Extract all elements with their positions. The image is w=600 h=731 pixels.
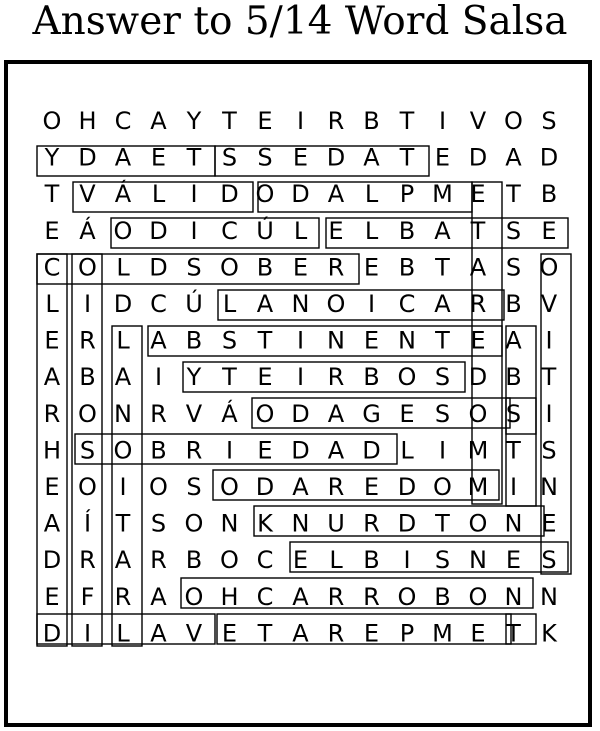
grid-letter: D [397, 509, 417, 538]
grid-letter: L [364, 216, 379, 245]
grid-letter: D [291, 180, 310, 209]
grid-letter: E [541, 509, 557, 538]
grid-letter: D [78, 143, 97, 172]
grid-letter: R [327, 473, 345, 501]
grid-letter: B [505, 363, 522, 392]
grid-letter: R [43, 399, 61, 428]
grid-letter: R [363, 582, 380, 611]
grid-letter: A [114, 546, 132, 575]
grid-letter: R [327, 363, 345, 392]
grid-letter: S [505, 253, 522, 282]
grid-letter: R [114, 582, 132, 611]
grid-letter: T [435, 326, 450, 355]
grid-letter: Y [44, 143, 60, 172]
grid-letter: T [506, 180, 521, 209]
grid-letter: T [399, 107, 415, 135]
grid-letter: L [329, 546, 343, 575]
grid-letter: A [327, 180, 345, 209]
grid-letter: O [397, 582, 417, 611]
grid-letter: L [45, 290, 59, 318]
grid-letter: B [505, 290, 522, 318]
grid-letter: P [399, 619, 415, 648]
grid-letter: D [149, 253, 168, 282]
grid-letter: R [327, 107, 345, 135]
grid-letter: G [362, 399, 381, 428]
grid-letter: O [149, 473, 168, 501]
grid-letter: E [221, 619, 238, 648]
grid-letter: T [222, 107, 237, 135]
grid-letter: I [190, 216, 198, 245]
grid-letter: E [257, 363, 273, 392]
grid-letter: T [399, 143, 415, 172]
grid-letter: A [292, 619, 309, 648]
grid-letter: O [255, 180, 275, 209]
grid-letter: I [509, 473, 518, 501]
grid-letter: E [363, 326, 380, 355]
found-word-outline [215, 143, 429, 176]
grid-letter: D [291, 399, 310, 428]
grid-letter: T [257, 326, 273, 355]
grid-letter: R [185, 436, 203, 465]
grid-letter: P [399, 180, 415, 209]
grid-letter: A [150, 619, 167, 648]
grid-letter: O [113, 436, 133, 465]
grid-letter: I [225, 436, 234, 465]
grid-letter: V [469, 107, 487, 135]
grid-letter: A [114, 363, 132, 392]
grid-letter: A [327, 399, 345, 428]
grid-letter: D [291, 436, 310, 465]
grid-letter: B [363, 546, 380, 575]
grid-letter: D [326, 143, 346, 172]
grid-letter: A [434, 290, 451, 318]
grid-letter: E [44, 216, 60, 245]
grid-letter: Á [221, 399, 238, 428]
grid-letter: E [292, 143, 309, 172]
grid-letter: Á [79, 216, 96, 245]
grid-letter: A [114, 143, 132, 172]
grid-letter: Ú [185, 290, 203, 318]
grid-letter: T [257, 619, 273, 648]
grid-letter: I [545, 326, 553, 355]
grid-letter: L [364, 180, 379, 209]
grid-letter: D [362, 436, 381, 465]
grid-letter: S [186, 253, 202, 282]
grid-letter: A [434, 216, 451, 245]
grid-letter: O [184, 582, 204, 611]
grid-letter: C [256, 582, 274, 611]
grid-letter: E [328, 216, 344, 245]
grid-letter: O [255, 399, 275, 428]
grid-letter: L [151, 180, 166, 209]
grid-letter: O [539, 253, 559, 282]
grid-letter: E [470, 619, 486, 648]
grid-letter: Ú [256, 216, 274, 245]
grid-letter: I [438, 436, 447, 465]
grid-letter: C [256, 546, 274, 575]
grid-letter: E [257, 107, 273, 135]
grid-letter: D [220, 180, 239, 209]
grid-letter: S [541, 107, 557, 135]
grid-letter: E [292, 546, 309, 575]
grid-letter: I [296, 107, 305, 135]
grid-letter: S [221, 326, 238, 355]
grid-letter: D [255, 473, 275, 501]
grid-letter: A [505, 143, 522, 172]
grid-letter: D [42, 619, 62, 648]
grid-letter: T [470, 216, 486, 245]
grid-letter: S [150, 509, 167, 538]
grid-letter: B [398, 253, 416, 282]
grid-letter: O [220, 253, 239, 282]
grid-letter: L [293, 216, 308, 245]
grid-letter: T [435, 509, 450, 538]
grid-letter: S [434, 363, 451, 392]
grid-letter: B [185, 326, 203, 355]
grid-letter: O [468, 399, 488, 428]
grid-letter: S [541, 436, 557, 465]
grid-letter: I [83, 290, 92, 318]
grid-letter: E [44, 582, 60, 611]
grid-letter: D [539, 143, 559, 172]
grid-letter: E [470, 180, 486, 209]
grid-letter: V [79, 180, 96, 209]
grid-letter: I [190, 180, 198, 209]
grid-letter: H [220, 582, 239, 611]
grid-letter: O [42, 107, 62, 135]
grid-letter: R [469, 290, 487, 318]
letter-grid [8, 64, 588, 723]
grid-letter: E [44, 326, 60, 355]
grid-letter: E [470, 326, 486, 355]
grid-letter: R [150, 399, 167, 428]
grid-letter: I [403, 546, 411, 575]
grid-letter: B [398, 216, 416, 245]
grid-letter: S [257, 143, 273, 172]
grid-letter: R [79, 546, 96, 575]
grid-letter: D [468, 143, 488, 172]
grid-letter: A [150, 582, 167, 611]
grid-letter: N [398, 326, 416, 355]
grid-letter: R [150, 546, 167, 575]
grid-letter: N [469, 546, 487, 575]
grid-letter: R [327, 582, 345, 611]
grid-letter: I [438, 107, 447, 135]
grid-letter: B [150, 436, 167, 465]
grid-letter: A [150, 107, 167, 135]
grid-letter: O [433, 473, 452, 501]
grid-letter: V [185, 399, 203, 428]
grid-letter: E [150, 143, 167, 172]
grid-letter: M [467, 436, 489, 465]
grid-letter: O [504, 107, 523, 135]
grid-letter: O [78, 399, 97, 428]
grid-letter: S [79, 436, 96, 465]
grid-letter: I [296, 363, 305, 392]
grid-letter: H [42, 436, 62, 465]
found-word-outline [111, 218, 319, 248]
grid-letter: T [435, 253, 450, 282]
grid-letter: B [434, 582, 451, 611]
grid-letter: C [114, 107, 132, 135]
grid-letter: O [78, 253, 97, 282]
word-search-board [4, 60, 592, 727]
grid-letter: R [327, 619, 345, 648]
grid-letter: D [113, 290, 133, 318]
grid-letter: S [221, 143, 238, 172]
grid-letter: L [116, 253, 130, 282]
grid-letter: E [434, 143, 451, 172]
grid-letter: M [467, 473, 489, 501]
grid-letter: A [256, 290, 274, 318]
grid-letter: D [42, 546, 62, 575]
grid-letter: Á [114, 180, 132, 209]
grid-letter: C [150, 290, 167, 318]
grid-letter: N [327, 326, 345, 355]
grid-letter: E [541, 216, 557, 245]
grid-letter: E [363, 253, 380, 282]
grid-letter: O [397, 363, 417, 392]
grid-letter: L [116, 619, 130, 648]
grid-letter: E [292, 253, 309, 282]
grid-letter: T [541, 363, 557, 392]
grid-letter: R [79, 326, 96, 355]
grid-letter: C [398, 290, 416, 318]
grid-letter: I [119, 473, 127, 501]
grid-letter: L [116, 326, 130, 355]
grid-letter: O [220, 473, 239, 501]
grid-letter: O [78, 473, 97, 501]
grid-letter: K [541, 619, 557, 648]
grid-letter: F [80, 582, 95, 611]
grid-letter: L [400, 436, 414, 465]
grid-letter: N [504, 582, 523, 611]
grid-letter: O [468, 582, 488, 611]
grid-letter: N [504, 509, 523, 538]
grid-letter: E [44, 473, 60, 501]
grid-letter: Y [186, 363, 202, 392]
grid-letter: K [257, 509, 273, 538]
grid-letter: L [222, 290, 237, 318]
grid-letter: V [185, 619, 203, 648]
grid-letter: N [291, 509, 310, 538]
grid-letter: N [114, 399, 132, 428]
grid-letter: B [185, 546, 203, 575]
grid-letter: B [256, 253, 274, 282]
grid-letter: T [115, 509, 131, 538]
grid-letter: M [432, 619, 453, 648]
grid-letter: A [292, 582, 309, 611]
grid-letter: A [469, 253, 487, 282]
grid-letter: E [257, 436, 273, 465]
grid-letter: Y [186, 107, 202, 135]
grid-letter: T [44, 180, 60, 209]
grid-letter: A [327, 436, 345, 465]
grid-letter: R [327, 253, 345, 282]
grid-letter: D [397, 473, 417, 501]
grid-letter: A [43, 363, 61, 392]
grid-letter: I [154, 363, 163, 392]
grid-letter: M [432, 180, 453, 209]
grid-letter: E [505, 546, 522, 575]
grid-letter: S [434, 546, 451, 575]
grid-letter: S [505, 216, 522, 245]
grid-letter: E [399, 399, 415, 428]
page-title: Answer to 5/14 Word Salsa [32, 0, 568, 44]
grid-letter: U [327, 509, 345, 538]
grid-letter: A [363, 143, 380, 172]
grid-letter: Í [83, 509, 92, 538]
grid-letter: N [291, 290, 310, 318]
grid-letter: B [540, 180, 558, 209]
grid-letter: S [541, 546, 557, 575]
grid-letter: T [506, 619, 521, 648]
grid-letter: O [184, 509, 204, 538]
grid-letter: A [505, 326, 522, 355]
grid-letter: O [468, 509, 488, 538]
grid-letter: S [505, 399, 522, 428]
grid-letter: A [43, 509, 61, 538]
grid-letter: O [220, 546, 239, 575]
grid-letter: T [222, 363, 237, 392]
grid-letter: V [540, 290, 558, 318]
grid-letter: S [186, 473, 202, 501]
grid-letter: C [221, 216, 238, 245]
grid-letter: A [292, 473, 309, 501]
grid-letter: D [468, 363, 488, 392]
grid-letter: T [506, 436, 521, 465]
grid-letter: D [149, 216, 168, 245]
grid-letter: I [83, 619, 92, 648]
grid-letter: O [326, 290, 346, 318]
grid-letter: B [79, 363, 96, 392]
grid-letter: I [296, 326, 305, 355]
grid-letter: I [367, 290, 376, 318]
grid-letter: N [540, 473, 558, 501]
grid-letter: E [363, 473, 380, 501]
grid-letter: C [43, 253, 61, 282]
grid-letter: N [220, 509, 239, 538]
grid-letter: N [540, 582, 558, 611]
grid-letter: B [363, 107, 380, 135]
grid-letter: A [150, 326, 167, 355]
grid-letter: S [434, 399, 451, 428]
grid-letter: H [78, 107, 97, 135]
grid-letter: I [545, 399, 553, 428]
grid-letter: E [363, 619, 380, 648]
grid-letter: T [186, 143, 202, 172]
grid-letter: B [363, 363, 380, 392]
grid-letter: O [113, 216, 133, 245]
grid-letter: R [363, 509, 380, 538]
